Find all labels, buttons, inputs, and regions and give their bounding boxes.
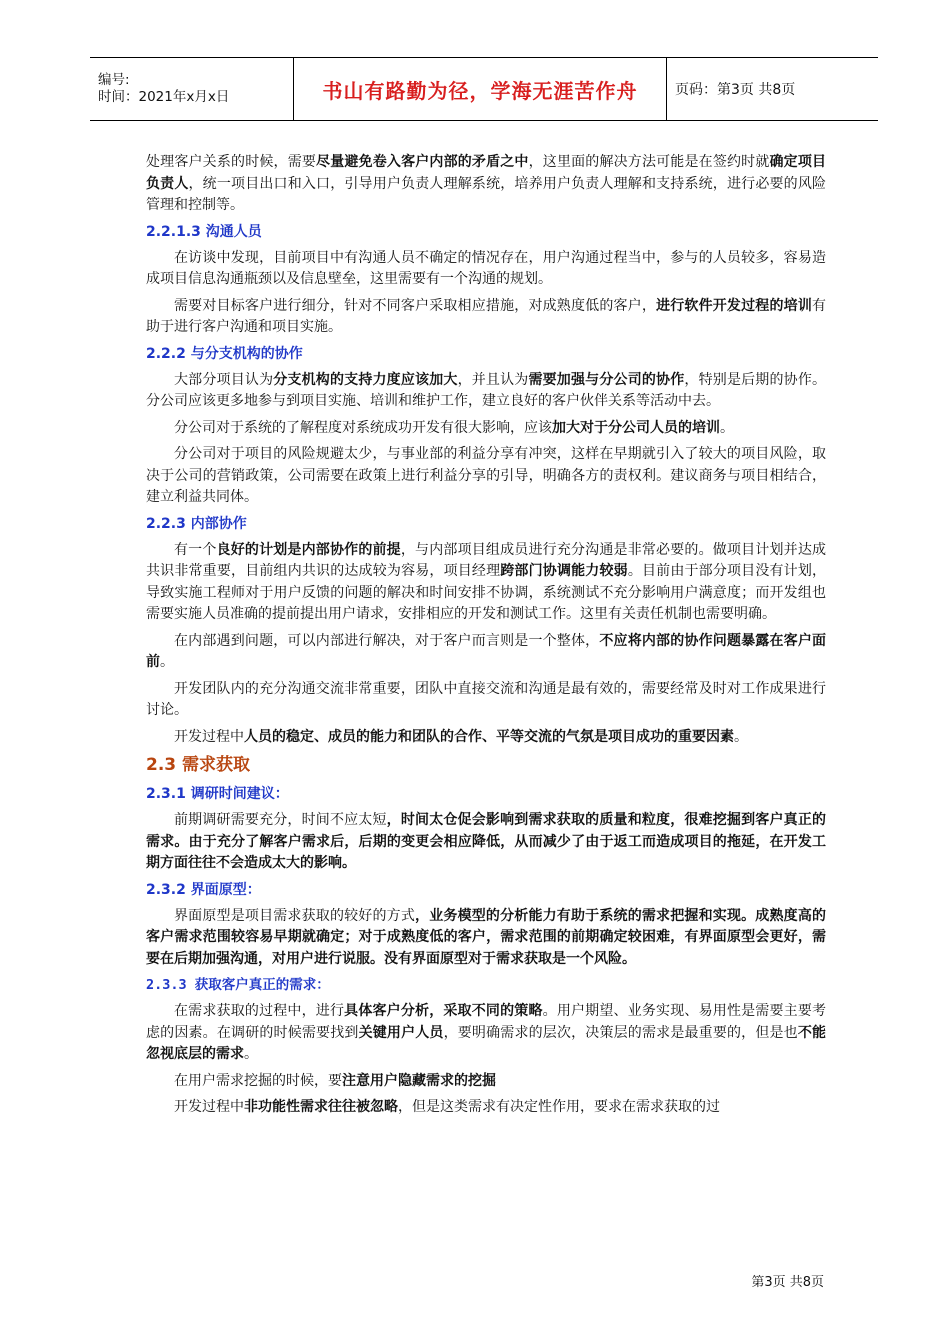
bold-text: 非功能性需求往往被忽略 <box>244 1099 398 1115</box>
text: 在需求获取的过程中，进行 <box>174 1003 345 1019</box>
paragraph <box>146 540 826 626</box>
text: 大部分项目认为 <box>174 371 274 388</box>
text: 。用户期望、业务实现、易用性是需要主要考虑的因素。在调研的时候需要找到 <box>146 1003 827 1041</box>
page-label: 页码：第3页 共8页 <box>675 82 796 98</box>
paragraph: 分公司对于项目的风险规避太少，与事业部的利益分享有冲突，这样在早期就引入了较大的项目风险，取决于公司的营销政策，公司需要在政策上进行利益分享的引导，明确各方的责权利。建议商务与项目相结合，建立利益共同体。 <box>146 446 826 505</box>
bold-text: 尽量避免卷入客户内部的矛盾之中 <box>316 154 529 170</box>
document-body <box>146 152 826 1124</box>
paragraph: 开发团队内的充分沟通交流非常重要，团队中直接交流和沟通是最有效的，需要经常及时对工作成果进行讨论。 <box>146 680 826 718</box>
text: ，统一项目出口和入口，引导用户负责人理解系统，培养用户负责人理解和支持系统，进行必要的风险管理和控制等。 <box>146 175 827 213</box>
text: 处理客户关系的时候，需要 <box>146 154 317 170</box>
bold-text: 确定项目负责人 <box>146 154 827 192</box>
text: 有助于进行客户沟通和项目实施。 <box>146 297 827 335</box>
text: 在用户需求挖掘的时候，要 <box>174 1072 342 1089</box>
header-motto-cell <box>293 58 667 120</box>
text: 前期调研需要充分，时间不应太短 <box>174 812 387 828</box>
bold-text: 进行软件开发过程的培训 <box>656 297 813 314</box>
section-heading-2-2-1-3: 2.2.1.3 沟通人员 <box>146 223 262 240</box>
paragraph <box>146 152 826 217</box>
text: ，并且认为 <box>457 371 529 388</box>
page-footer: 第3页 共8页 <box>751 1275 824 1290</box>
text: 。 <box>244 1046 258 1062</box>
motto: 书山有路勤为径，学海无涯苦作舟 <box>322 78 638 103</box>
paragraph <box>146 631 826 674</box>
text: 有一个 <box>174 541 217 558</box>
time-label: 时间：2021年x月x日 <box>98 89 230 105</box>
header-left-cell <box>90 58 293 120</box>
bold-text: 需要加强与分公司的协作 <box>528 371 685 388</box>
text: 需要对目标客户进行细分，针对不同客户采取相应措施，对成熟度低的客户， <box>174 297 657 314</box>
text: 。目前由于部分项目没有计划，导致实施工程师对于用户反馈的问题的解决和时间安排不协调，系统测试不充分影响用户满意度；而开发组也需要实施人员准确的提前提出用户请求，安排相应的开发和测试工作。这里有关责任机制也需要明确。 <box>146 563 827 622</box>
bold-text: 分支机构的支持力度应该加大 <box>273 371 458 388</box>
paragraph <box>146 418 826 440</box>
section-heading-2-3: 2.3 需求获取 <box>146 755 251 775</box>
bold-text: 不应将内部的协作问题暴露在客户面前 <box>146 632 827 670</box>
text: ，与内部项目组成员进行充分沟通是非常必要的。做项目计划并达成共识非常重要，目前组内共识的达成较为容易，项目经理 <box>146 541 827 579</box>
text: ，要明确需求的层次，决策层的需求是最重要的，但是也 <box>443 1024 798 1041</box>
bold-text: ，时间太仓促会影响到需求获取的质量和粒度，很难挖掘到客户真正的需求。由于充分了解客户需求后，后期的变更会相应降低，从而减少了由于返工而造成项目的拖延，在开发工期方面往往不会造成太大的影响。 <box>146 812 827 871</box>
text: 。 <box>734 728 748 745</box>
bold-text: 注意用户隐藏需求的挖掘 <box>342 1072 496 1089</box>
bold-text: 人员的稳定、成员的能力和团队的合作、平等交流的气氛是项目成功的重要因素 <box>244 728 734 745</box>
paragraph <box>146 810 826 875</box>
bold-text: 跨部门协调能力较弱 <box>500 563 628 579</box>
bold-text: 良好的计划是内部协作的前提 <box>216 541 401 558</box>
section-heading-2-3-2: 2.3.2 界面原型： <box>146 881 261 898</box>
text: 开发过程中 <box>174 1099 244 1115</box>
bold-text: 不能忽视底层的需求 <box>146 1024 827 1062</box>
number-label: 编号: <box>98 72 130 88</box>
section-heading-2-3-3: 2.3.3 获取客户真正的需求： <box>146 977 330 993</box>
paragraph: 在访谈中发现，目前项目中有沟通人员不确定的情况存在，用户沟通过程当中，参与的人员较多，容易造成项目信息沟通瓶颈以及信息壁垒，这里需要有一个沟通的规划。 <box>146 249 826 287</box>
bold-text: 关键用户人员 <box>358 1024 444 1041</box>
section-heading-2-2-2: 2.2.2 与分支机构的协作 <box>146 345 303 362</box>
paragraph <box>146 370 826 413</box>
section-heading-2-3-1: 2.3.1 调研时间建议： <box>146 786 289 802</box>
bold-text: ，业务模型的分析能力有助于系统的需求把握和实现。成熟度高的客户需求范围较容易早期就确定；对于成熟度低的客户，需求范围的前期确定较困难，有界面原型会更好，需要在后期加强沟通，对用户进行说服。没有界面原型对于需求获取是一个风险。 <box>146 907 827 967</box>
text: ，特别是后期的协作。分公司应该更多地参与到项目实施、培训和维护工作，建立良好的客户伙伴关系等活动中去。 <box>146 371 827 409</box>
paragraph <box>146 1071 826 1093</box>
text: 。 <box>720 419 734 436</box>
header-page-cell <box>667 58 878 120</box>
header-table <box>90 57 878 121</box>
text: 分公司对于系统的了解程度对系统成功开发有很大影响，应该 <box>174 419 552 436</box>
text: 界面原型是项目需求获取的较好的方式 <box>174 907 416 924</box>
bold-text: 加大对于分公司人员的培训 <box>552 419 720 436</box>
paragraph <box>146 727 826 749</box>
paragraph <box>146 1001 826 1066</box>
text: ，但是这类需求有决定性作用，要求在需求获取的过 <box>398 1099 720 1115</box>
bold-text: 具体客户分析，采取不同的策略 <box>344 1003 543 1019</box>
section-heading-2-2-3: 2.2.3 内部协作 <box>146 515 247 532</box>
paragraph <box>146 1097 826 1119</box>
text: 开发过程中 <box>174 728 244 745</box>
text: 。 <box>160 654 174 670</box>
text: 在内部遇到问题，可以内部进行解决，对于客户而言则是一个整体， <box>174 632 600 649</box>
paragraph <box>146 906 826 971</box>
paragraph <box>146 296 826 339</box>
text: ，这里面的解决方法可能是在签约时就 <box>528 154 770 170</box>
